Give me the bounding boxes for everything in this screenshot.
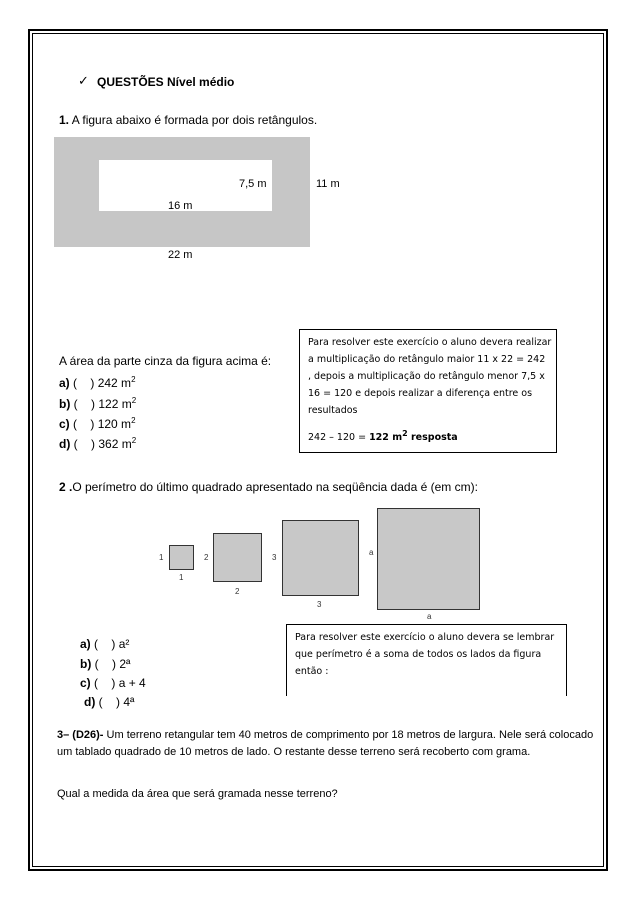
section-title: QUESTÕES Nível médio [97, 75, 235, 89]
square-side-2 [213, 533, 262, 582]
question-1-text: A figura abaixo é formada por dois retângulos. [71, 113, 318, 127]
square-2-side-label: 2 [204, 553, 209, 562]
square-2-bottom-label: 2 [235, 587, 240, 596]
q2-option-c[interactable]: c) ( ) a + 4 [80, 676, 146, 690]
q2-solution-note: Para resolver este exercício o aluno devera se lembrar que perímetro é a soma de todos os lados da figura então : [286, 624, 567, 696]
label-inner-width: 16 m [168, 200, 193, 212]
check-icon: ✓ [78, 73, 89, 88]
q1-option-d[interactable]: d) ( ) 362 $m^2$ [59, 436, 137, 451]
square-3-bottom-label: 3 [317, 600, 322, 609]
square-a-bottom-label: a [427, 612, 432, 621]
question-2-text: O perímetro do último quadrado apresentado na seqüência dada é (em cm): [72, 480, 478, 494]
square-side-3 [282, 520, 359, 596]
label-outer-width: 22 m [168, 249, 193, 261]
q1-solution-note: Para resolver este exercício o aluno devera realizar a multiplicação do retângulo maior 11 x 22 = 242 , depois a multiplicação do retângulo menor 7,5 x 16 = 120 e depois realizar a diferença entre os resultados 242 – 120 = 122 $m^2$ resposta [299, 329, 557, 453]
q2-option-d[interactable]: d) ( ) 4ª [84, 695, 135, 709]
label-outer-height: 11 m [316, 178, 340, 190]
square-3-side-label: 3 [272, 553, 277, 562]
square-1-bottom-label: 1 [179, 573, 184, 582]
question-3-text: Um terreno retangular tem 40 metros de comprimento por 18 metros de largura. Nele será colocado um tablado quadrado de 10 metros de lado. O restante desse terreno será recoberto com grama. [57, 729, 594, 758]
q2-option-a[interactable]: a) ( ) a² [80, 637, 130, 651]
question-3-prompt: Qual a medida da área que será gramada nesse terreno? [57, 788, 338, 800]
question-3-number: 3– (D26)- [57, 729, 104, 741]
q1-option-c[interactable]: c) ( ) 120 $m^2$ [59, 416, 136, 431]
square-a-side-label: a [369, 548, 374, 557]
label-inner-height: 7,5 m [239, 178, 267, 190]
question-3-statement [57, 727, 597, 761]
question-1-number: 1. [59, 113, 70, 127]
q1-option-b[interactable]: b) ( ) 122 $m^2$ [59, 396, 137, 411]
square-side-1 [169, 545, 194, 570]
question-2-statement [59, 480, 478, 494]
question-1-prompt: A área da parte cinza da figura acima é: [59, 354, 272, 368]
question-1-statement [59, 113, 317, 127]
q2-option-b[interactable]: b) ( ) 2ª [80, 657, 131, 671]
square-side-a [377, 508, 480, 610]
q1-option-a[interactable]: a) ( ) 242 $m^2$ [59, 375, 136, 390]
question-2-number: 2 . [59, 480, 73, 494]
square-1-side-label: 1 [159, 553, 164, 562]
